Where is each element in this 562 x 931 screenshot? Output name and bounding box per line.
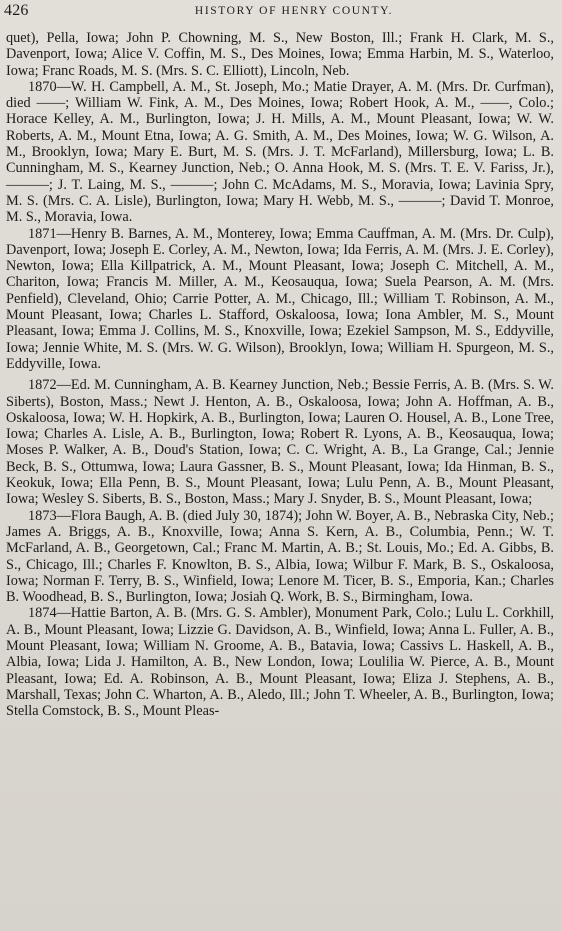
- paragraph-class-1871: 1871—Henry B. Barnes, A. M., Monterey, Iowa; Emma Cauffman, A. M. (Mrs. Dr. Culp), Davenport, Iowa; Joseph E. Corley, A. M., Newton, Iowa; Ida Ferris, A. M. (Mrs. J. E. Corley), Newton, Iowa; Ella Killpatrick, A. M., Mount Pleasant, Iowa; Joseph C. Mitchell, A. M., Chariton, Iowa; Francis M. Miller, A. M., Keosauqua, Iowa; Suela Pearson, A. M. (Mrs. Penfield), Cleveland, Ohio; Carrie Potter, A. M., Chicago, Ill.; William T. Robinson, A. M., Mount Pleasant, Iowa; Charles L. Stafford, Oskaloosa, Iowa; Iona Ambler, M. S., Mount Pleasant, Iowa; Emma J. Collins, M. S., Knoxville, Iowa; Ezekiel Sampson, M. S., Eddyville, Iowa; Jennie White, M. S. (Mrs. W. G. Wilson), Brooklyn, Iowa; William H. Spurgeon, M. S., Eddyville, Iowa.: [6, 225, 554, 372]
- paragraph-continuation: quet), Pella, Iowa; John P. Chowning, M. S., New Boston, Ill.; Frank H. Clark, M. S., Davenport, Iowa; Alice V. Coffin, M. S., Des Moines, Iowa; Emma Harbin, M. S., Waterloo, Iowa; Franc Roads, M. S. (Mrs. S. C. Elliott), Lincoln, Neb.: [6, 30, 554, 79]
- page-header: [0, 0, 562, 30]
- body-text: [6, 30, 554, 719]
- page-number: 426: [4, 2, 29, 19]
- paragraph-class-1874: 1874—Hattie Barton, A. B. (Mrs. G. S. Ambler), Monument Park, Colo.; Lulu L. Corkhill, A. B., Mount Pleasant, Iowa; Lizzie G. Davidson, A. B., Winfield, Iowa; Anna L. Fuller, A. B., Mount Pleasant, Iowa; William N. Groome, A. B., Batavia, Iowa; Cassivs L. Haskell, A. B., Albia, Iowa; Lida J. Hamilton, A. B., New London, Iowa; Loulilia W. Pierce, A. B., Mount Pleasant, Iowa; Ed. A. Robinson, A. B., Mount Pleasant, Iowa; Eliza J. Stephens, A. B., Marshall, Texas; John C. Wharton, A. B., Aledo, Ill.; John T. Wheeler, A. B., Burlington, Iowa; Stella Comstock, B. S., Mount Pleas-: [6, 605, 554, 720]
- paragraph-class-1872: 1872—Ed. M. Cunningham, A. B. Kearney Junction, Neb.; Bessie Ferris, A. B. (Mrs. S. W. Siberts), Boston, Mass.; Newt J. Henton, A. B., Oskaloosa, Iowa; John A. Hoffman, A. B., Oskaloosa, Iowa; W. H. Hopkirk, A. B., Burlington, Iowa; Lauren O. Housel, A. B., Lone Tree, Iowa; Charles A. Lisle, A. B., Burlington, Iowa; Robert R. Lyons, A. B., Keosauqua, Iowa; Moses P. Walker, A. B., Doud's Station, Iowa; C. C. Wright, A. B., La Grange, Cal.; Jennie Beck, B. S., Ottumwa, Iowa; Laura Gassner, B. S., Mount Pleasant, Iowa; Ida Hinman, B. S., Keokuk, Iowa; Ella Penn, B. S., Mount Pleasant, Iowa; Lulu Penn, A. B., Mount Pleasant, Iowa; Wesley S. Siberts, B. S., Boston, Mass.; Mary J. Snyder, B. S., Mount Pleasant, Iowa;: [6, 377, 554, 508]
- paragraph-class-1870: 1870—W. H. Campbell, A. M., St. Joseph, Mo.; Matie Drayer, A. M. (Mrs. Dr. Curfman), died ——; William W. Fink, A. M., Des Moines, Iowa; Robert Hook, A. M., ——, Colo.; Horace Kelley, A. M., Burlington, Iowa; J. H. Mills, A. M., Mount Pleasant, Iowa; W. W. Roberts, A. M., Mount Etna, Iowa; A. G. Smith, A. M., Des Moines, Iowa; W. G. Wilson, A. M., Brooklyn, Iowa; Mary E. Burt, M. S. (Mrs. J. T. McFarland), Millersburg, Iowa; L. B. Cunningham, M. S., Kearney Junction, Neb.; O. Anna Hook, M. S. (Mrs. T. E. V. Fariss, Jr.), ———; J. T. Laing, M. S., ———; John C. McAdams, M. S., Moravia, Iowa; Lavinia Spry, M. S. (Mrs. C. A. Lisle), Burlington, Iowa; Mary H. Webb, M. S., ———; David T. Monroe, M. S., Moravia, Iowa.: [6, 78, 554, 226]
- paragraph-class-1873: 1873—Flora Baugh, A. B. (died July 30, 1874); John W. Boyer, A. B., Nebraska City, Neb.; James A. Briggs, A. B., Knoxville, Iowa; Anna S. Kern, A. B., Columbia, Penn.; W. T. McFarland, A. B., Georgetown, Cal.; Franc M. Martin, A. B.; St. Louis, Mo.; Ed. A. Gibbs, B. S., Chicago, Ill.; Charles F. Knowlton, B. S., Albia, Iowa; Wilbur F. Mark, B. S., Oskaloosa, Iowa; Norman F. Terry, B. S., Winfield, Iowa; Lenore M. Ticer, B. S., Emporia, Kan.; Charles B. Woodhead, B. S., Burlington, Iowa; Josiah Q. Work, B. S., Birmingham, Iowa.: [6, 507, 554, 606]
- running-head: HISTORY OF HENRY COUNTY.: [194, 5, 394, 17]
